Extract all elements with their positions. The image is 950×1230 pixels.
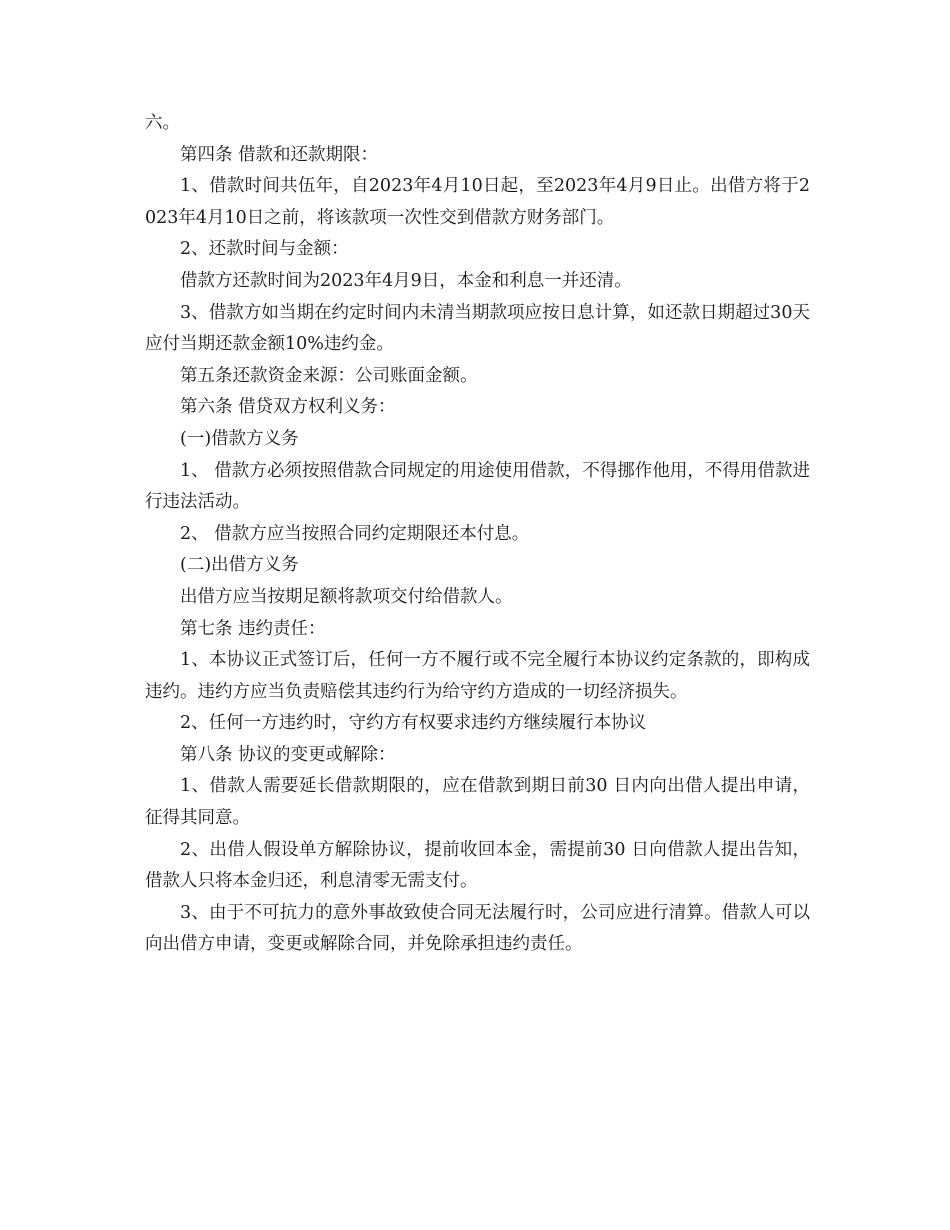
article-7-item-1: 1、本协议正式签订后，任何一方不履行或不完全履行本协议约定条款的，即构成违约。违约方应当负责赔偿其违约行为给守约方造成的一切经济损失。 (145, 650, 810, 702)
paragraph-continuation: 六。 (145, 113, 180, 133)
article-6-section-1: (一)借款方义务 (180, 428, 299, 449)
article-4-item-1: 1、借款时间共伍年，自2023年4月10日起，至2023年4月9日止。出借方将于2023年4月10日之前，将该款项一次性交到借款方财务部门。 (145, 176, 810, 228)
article-4-item-2: 2、还款时间与金额： (180, 239, 349, 260)
article-8-item-2: 2、出借人假设单方解除协议，提前收回本金，需提前30 日向借款人提出告知，借款人只将本金归还，利息清零无需支付。 (145, 839, 810, 892)
article-8-item-3: 3、由于不可抗力的意外事故致使合同无法履行时，公司应进行清算。借款人可以向出借方申请，变更或解除合同，并免除承担违约责任。 (145, 902, 810, 955)
article-4-item-3: 3、借款方如当期在约定时间内未清当期款项应按日息计算，如还款日期超过30天应付当期还款金额10%违约金。 (145, 302, 810, 355)
document-body (145, 108, 810, 961)
article-5: 第五条还款资金来源：公司账面金额。 (180, 365, 478, 386)
article-6-section-1-item-1: 1、 借款方必须按照借款合同规定的用途使用借款，不得挪作他用，不得用借款进行违法活动。 (145, 460, 810, 513)
article-6-heading: 第六条 借贷双方权利义务： (180, 397, 396, 418)
article-8-item-1: 1、借款人需要延长借款期限的，应在借款到期日前30 日内向出借人提出申请，征得其同意。 (145, 776, 810, 829)
article-8-heading: 第八条 协议的变更或解除： (180, 744, 396, 765)
article-6-section-1-item-2: 2、 借款方应当按照合同约定期限还本付息。 (180, 523, 530, 544)
article-6-section-2-detail: 出借方应当按期足额将款项交付给借款人。 (180, 586, 513, 607)
article-6-section-2: (二)出借方义务 (180, 555, 299, 576)
article-7-item-2: 2、任何一方违约时，守约方有权要求违约方继续履行本协议 (180, 713, 647, 734)
article-4-heading: 第四条 借款和还款期限： (180, 144, 379, 165)
article-4-item-2-detail: 借款方还款时间为2023年4月9日，本金和利息一并还清。 (180, 270, 632, 291)
article-7-heading: 第七条 违约责任： (180, 618, 326, 639)
